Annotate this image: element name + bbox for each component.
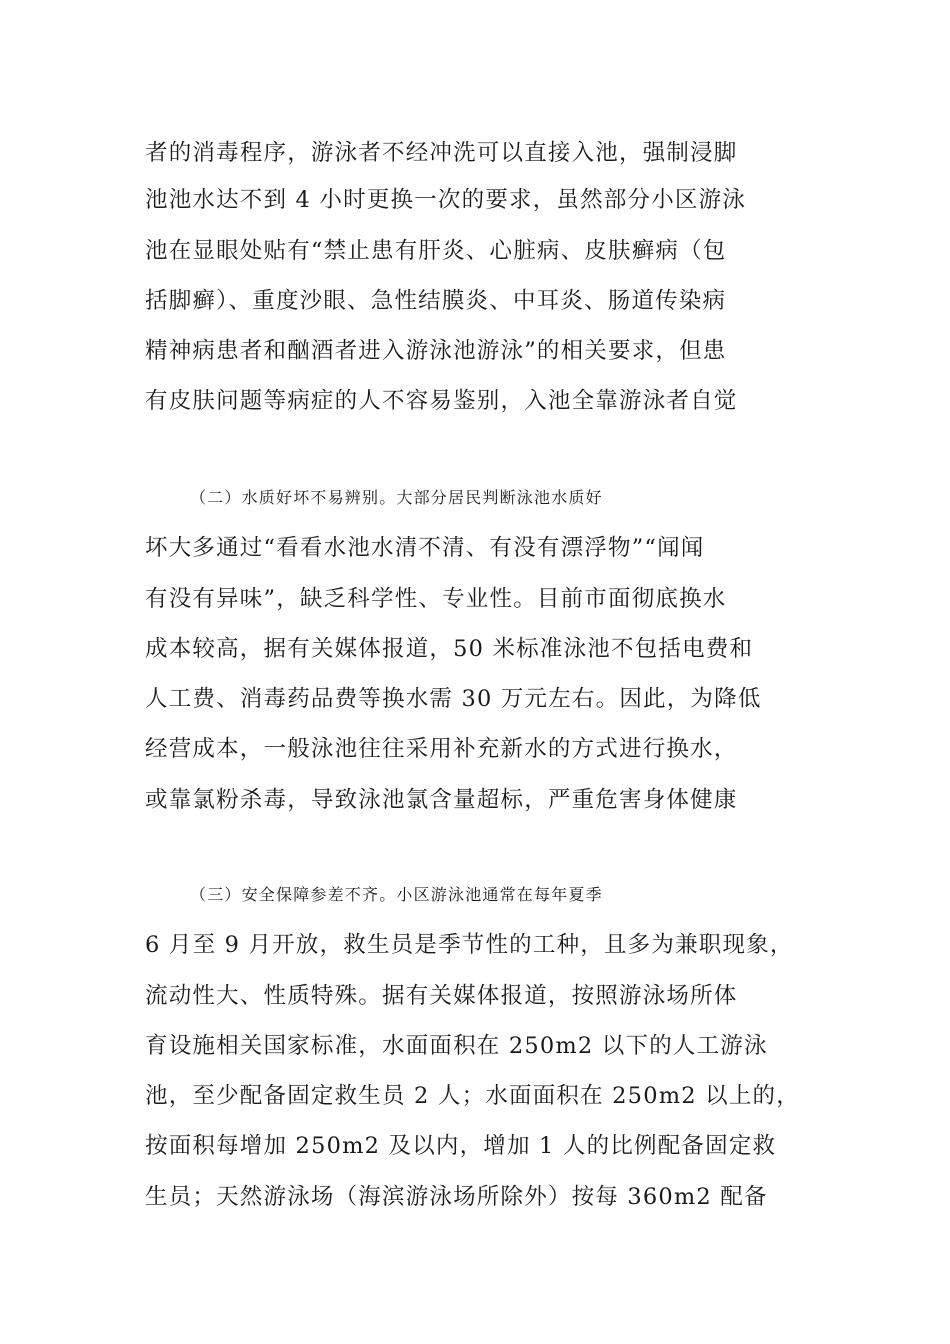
text-line: 池池水达不到 4 小时更换一次的要求，虽然部分小区游泳 [145, 187, 747, 213]
text-line: 坏大多通过“看看水池水清不清、有没有漂浮物”“闻闻 [145, 535, 705, 561]
text-line: （二）水质好坏不易辨别。大部分居民判断泳池水质好 [190, 488, 603, 507]
text-line: （三）安全保障参差不齐。小区游泳池通常在每年夏季 [190, 885, 603, 904]
text-line: 生员；天然游泳场（海滨游泳场所除外）按每 360m2 配备 [145, 1184, 768, 1210]
text-line: 括脚癣）、重度沙眼、急性结膜炎、中耳炎、肠道传染病 [145, 288, 727, 314]
text-line: 有皮肤问题等病症的人不容易鉴别，入池全靠游泳者自觉 [145, 388, 738, 414]
text-line: 成本较高，据有关媒体报道，50 米标准泳池不包括电费和 [145, 636, 754, 662]
text-line: 有没有异味”，缺乏科学性、专业性。目前市面彻底换水 [145, 586, 727, 612]
text-line: 流动性大、性质特殊。据有关媒体报道，按照游泳场所体 [145, 983, 738, 1009]
text-line: 经营成本，一般泳池往往采用补充新水的方式进行换水， [145, 736, 738, 762]
text-line: 按面积每增加 250m2 及以内，增加 1 人的比例配备固定救 [145, 1133, 777, 1159]
text-line: 人工费、消毒药品费等换水需 30 万元左右。因此，为降低 [145, 686, 762, 712]
text-line: 池，至少配备固定救生员 2 人；水面面积在 250m2 以上的， [145, 1083, 800, 1109]
text-line: 池在显眼处贴有“禁止患有肝炎、心脏病、皮肤癣病（包 [145, 238, 727, 264]
text-line: 者的消毒程序，游泳者不经冲洗可以直接入池，强制浸脚 [145, 140, 738, 166]
text-line: 精神病患者和酗酒者进入游泳池游泳”的相关要求，但患 [145, 338, 727, 364]
text-line: 或靠氯粉杀毒，导致泳池氯含量超标，严重危害身体健康 [145, 787, 738, 813]
text-line: 6 月至 9 月开放，救生员是季节性的工种，且多为兼职现象， [145, 932, 794, 958]
text-line: 育设施相关国家标准，水面面积在 250m2 以下的人工游泳 [145, 1033, 768, 1059]
